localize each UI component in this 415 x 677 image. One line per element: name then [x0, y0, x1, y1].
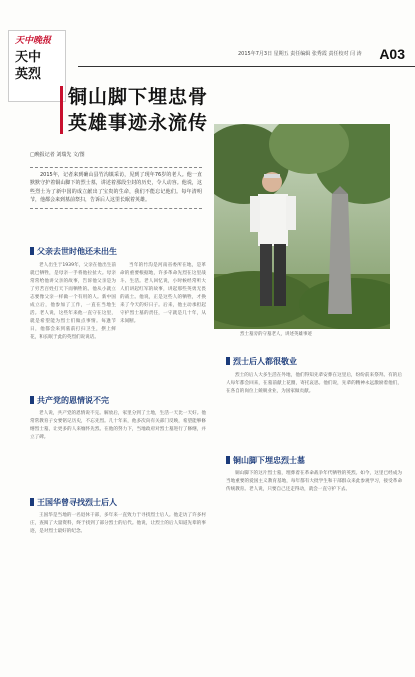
column-logo [8, 30, 66, 102]
intro-paragraph [30, 167, 202, 209]
headline-line2: 英雄事迹永流传 [68, 112, 209, 134]
body-column-1 [30, 262, 116, 382]
body-column-6 [226, 470, 402, 662]
body-text-2: 当年的竹沟是河南省委所在地，是革命的重要根据地，许多革命先烈在这里战斗、生活。老人回忆说，小时候经常听大人们讲起红军的故事，讲起那些英勇无畏的战士。他说，正是这些人的牺牲，才换来了今天的好日子。后来，他主动承担起守护烈士墓的责任，一守就是几十年，从未间断。 [120, 263, 206, 324]
section-marker [30, 396, 34, 404]
section-head-1 [30, 246, 117, 257]
issue-info: 2015年7月3日 星期五 责任编辑 张秀霞 责任校对 闫 涛 [238, 51, 362, 57]
intro-text: 2015年，记者来到确山县竹沟镇采访，见到了现年76岁的老人。他一直默默守护着铜山脚下的烈士墓，讲述着那段尘封的历史，令人动容。他说，这些烈士为了新中国的成立献出了宝贵的生命，我们不能忘记他们。每年清明节，他都会来到墓前祭扫，告诉后人这里长眠着英雄。 [30, 172, 202, 204]
section-head-4 [226, 356, 297, 367]
page-number: A03 [379, 46, 405, 62]
section-title-3: 王国华曾寻找烈士后人 [37, 498, 117, 507]
body-column-3 [30, 410, 206, 482]
brand-name: 天中晚报 [15, 36, 52, 46]
section-head-3 [30, 497, 117, 508]
headline-accent-bar [60, 86, 63, 134]
body-text-6: 铜山脚下的这片烈士墓，埋葬着在革命战争年代牺牲的英烈。如今，这里已经成为当地重要的爱国主义教育基地，每年都有大批学生和干部群众来此参观学习，接受革命传统教育。老人说，只要自己还走得动，就会一直守护下去。 [226, 471, 402, 492]
body-text-5: 烈士的后人大多生活在外地，他们得知先辈安葬在这里后，纷纷前来祭拜。有的后人每年都会回来，在墓前献上花圈，寄托哀思。他们说，先辈的精神永远激励着他们，在各自的岗位上兢兢业业，为国家做贡献。 [226, 373, 402, 394]
column-name-line1: 天中 [15, 50, 42, 65]
section-head-5 [226, 455, 305, 466]
news-photo [214, 124, 390, 329]
byline: □晚报记者 刘瑞先 文/图 [30, 152, 85, 158]
body-text-1: 老人出生于1939年，父亲在他出生前就已牺牲，是母亲一手将他拉扯大。母亲常常给他讲父亲的故事，告诉他父亲是为了穷苦百姓打天下而牺牲的。他从小就立志要像父亲一样做一个有用的人。新中国成立后，他参加了工作，一直在当地生活。老人说，这些年来他一直守在这里，就是希望能为烈士们做点事情。每逢节日，他都会来到墓前打扫卫生，摆上鲜花，和长眠于此的英烈们说说话。 [30, 263, 116, 340]
header-rule [78, 66, 415, 67]
section-head-2 [30, 395, 109, 406]
body-text-4: 王国华是当地的一名退休干部，多年来一直致力于寻找烈士后人。他走访了许多村庄，查阅了大量资料，终于找到了部分烈士的后代。他说，让烈士的后人知道先辈的事迹，是对烈士最好的纪念。 [30, 513, 206, 534]
section-marker [226, 456, 230, 464]
page-header [8, 30, 407, 82]
photo-illustration [214, 124, 390, 329]
section-title-1: 父亲去世时他还未出生 [37, 247, 117, 256]
section-title-2: 共产党的恩情说不完 [37, 396, 109, 405]
section-title-5: 铜山脚下埋忠烈士墓 [233, 456, 305, 465]
section-marker [30, 498, 34, 506]
column-name [15, 49, 41, 83]
section-marker [226, 357, 230, 365]
headline-line1: 铜山脚下埋忠骨 [68, 86, 209, 108]
body-column-2 [120, 262, 206, 382]
body-text-3: 老人说，共产党的恩情说不完。解放后，家里分到了土地，生活一天比一天好。他常常教育子女要铭记历史，不忘先烈。几十年来，他多次向有关部门反映，希望能够修缮烈士墓，让更多的人来缅怀先烈。在他的努力下，当地政府对烈士墓进行了修缮，并立了碑。 [30, 411, 206, 440]
column-name-line2: 英烈 [15, 67, 42, 82]
body-column-4 [30, 512, 206, 662]
photo-caption: 烈士墓旁的守墓老人，讲述英雄事迹 [240, 332, 312, 337]
section-title-4: 烈士后人都很敬业 [233, 357, 297, 366]
section-marker [30, 247, 34, 255]
logo-banner [9, 31, 65, 45]
body-column-5 [226, 372, 402, 444]
